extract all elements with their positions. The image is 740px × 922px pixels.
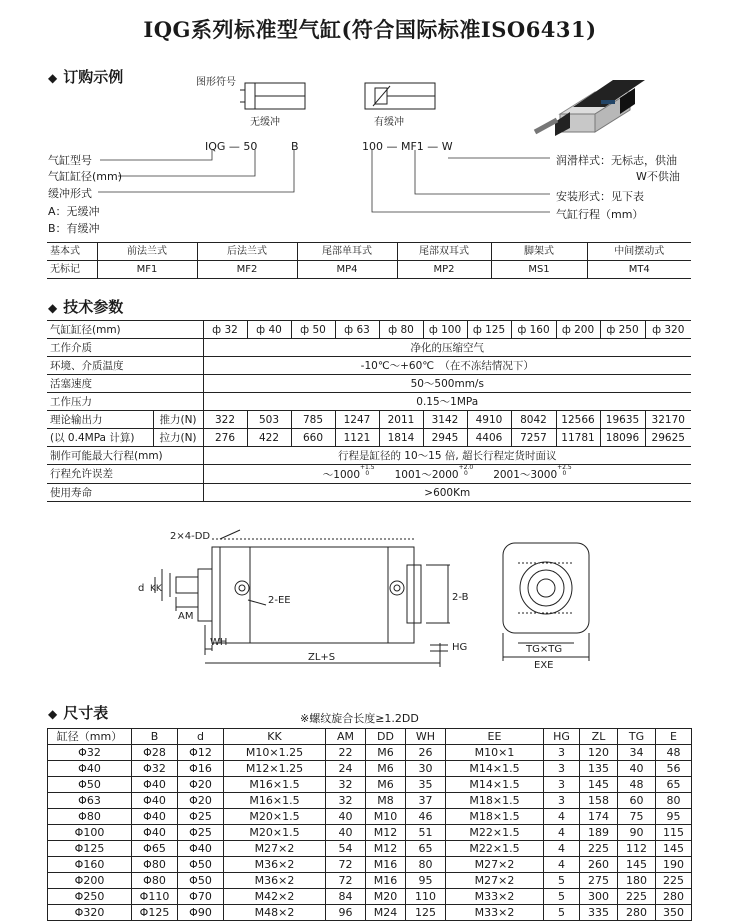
pull-cell: 7257: [511, 429, 556, 447]
dims-cell: 4: [544, 825, 580, 841]
dims-cell: 46: [406, 809, 446, 825]
dims-cell: M8: [366, 793, 406, 809]
dims-cell: 51: [406, 825, 446, 841]
dims-cell: 56: [656, 761, 692, 777]
dims-table: [47, 728, 692, 921]
pull-cell: 18096: [600, 429, 645, 447]
order-code-b: B: [291, 140, 299, 153]
dims-cell: 48: [656, 745, 692, 761]
dims-cell: Φ110: [132, 889, 178, 905]
dims-cell: Φ40: [132, 793, 178, 809]
bore-cell: ф 32: [203, 321, 247, 339]
medium-value: 净化的压缩空气: [203, 339, 691, 357]
dims-header-row: [48, 729, 692, 745]
dims-cell: 190: [656, 857, 692, 873]
dims-cell: Φ320: [48, 905, 132, 921]
dims-cell: Φ40: [132, 777, 178, 793]
dims-cell: 158: [580, 793, 618, 809]
dims-cell: M18×1.5: [446, 793, 544, 809]
medium-label: 工作介质: [47, 339, 203, 357]
bore-label: 气缸缸径(mm): [47, 321, 203, 339]
code-mt4: MT4: [587, 261, 691, 279]
dims-header-cell: ZL: [580, 729, 618, 745]
label-mount: 安装形式：见下表: [556, 190, 644, 203]
tolerance-label: 行程允许误差: [47, 465, 203, 484]
speed-value: 50～500mm/s: [203, 375, 691, 393]
dims-cell: 22: [326, 745, 366, 761]
dims-header-cell: E: [656, 729, 692, 745]
dims-cell: M14×1.5: [446, 777, 544, 793]
pull-cell: 11781: [556, 429, 600, 447]
dims-cell: 5: [544, 889, 580, 905]
dims-cell: Φ20: [178, 777, 224, 793]
mount-table: [47, 242, 691, 279]
label-lube: 润滑样式：无标志，供油: [556, 154, 677, 167]
dims-cell: 75: [618, 809, 656, 825]
dims-cell: M24: [366, 905, 406, 921]
dims-header-cell: WH: [406, 729, 446, 745]
dims-cell: 48: [618, 777, 656, 793]
dims-header-cell: AM: [326, 729, 366, 745]
dims-cell: Φ50: [48, 777, 132, 793]
bore-cell: ф 320: [645, 321, 691, 339]
temp-label: 环境、介质温度: [47, 357, 203, 375]
dims-cell: Φ40: [178, 841, 224, 857]
label-cushion-b: B：有缓冲: [48, 222, 100, 235]
dims-cell: 135: [580, 761, 618, 777]
dims-cell: M36×2: [224, 857, 326, 873]
dims-cell: Φ125: [48, 841, 132, 857]
dims-cell: 80: [656, 793, 692, 809]
table-row: [48, 873, 692, 889]
bore-cell: ф 200: [556, 321, 600, 339]
code-mf1: MF1: [97, 261, 197, 279]
with-cushion-label: 有缓冲: [374, 117, 404, 128]
dims-cell: Φ90: [178, 905, 224, 921]
bore-cell: ф 100: [423, 321, 467, 339]
dims-cell: M33×2: [446, 905, 544, 921]
dims-cell: M16×1.5: [224, 793, 326, 809]
dims-cell: M27×2: [446, 857, 544, 873]
pull-cell: 29625: [645, 429, 691, 447]
tol-2: $1001\sim 2000^{+2.0 0}$: [394, 464, 474, 481]
dims-cell: Φ65: [132, 841, 178, 857]
push-label: 推力(N): [153, 411, 203, 429]
dims-header-cell: B: [132, 729, 178, 745]
tech-row-tolerance: [47, 465, 691, 484]
dims-cell: Φ25: [178, 809, 224, 825]
dims-cell: 32: [326, 793, 366, 809]
dims-cell: Φ40: [132, 809, 178, 825]
dims-cell: 180: [618, 873, 656, 889]
push-cell: 785: [291, 411, 335, 429]
label-bore: 气缸缸径(mm): [48, 170, 123, 183]
dim-dd: 2×4-DD: [170, 531, 211, 542]
pull-cell: 1814: [379, 429, 423, 447]
order-heading: [48, 66, 123, 87]
dims-cell: M12: [366, 841, 406, 857]
pull-cell: 1121: [335, 429, 379, 447]
dims-cell: 72: [326, 873, 366, 889]
dims-cell: 95: [656, 809, 692, 825]
dim-d: d: [138, 583, 145, 594]
table-row: [48, 793, 692, 809]
dims-cell: Φ125: [132, 905, 178, 921]
label-cushion-a: A：无缓冲: [48, 205, 100, 218]
diamond-icon: ◆: [48, 71, 58, 85]
stroke-value: 行程是缸径的 10～15 倍, 超长行程定货时面议: [203, 447, 691, 465]
tech-heading: [48, 296, 123, 317]
dims-header-cell: TG: [618, 729, 656, 745]
dims-cell: 275: [580, 873, 618, 889]
push-cell: 4910: [467, 411, 511, 429]
dims-cell: 40: [618, 761, 656, 777]
label-cushion: 缓冲形式: [48, 187, 92, 200]
tech-row-speed: [47, 375, 691, 393]
tol-3: $2001\sim 3000^{+2.5 0}$: [493, 464, 572, 481]
dims-cell: Φ20: [178, 793, 224, 809]
table-row: [48, 761, 692, 777]
mount-double-clevis: 尾部双耳式: [397, 243, 491, 261]
table-row: [48, 825, 692, 841]
dims-cell: 120: [580, 745, 618, 761]
dims-cell: 280: [656, 889, 692, 905]
tech-row-temp: [47, 357, 691, 375]
dims-cell: M10×1.25: [224, 745, 326, 761]
bore-cell: ф 125: [467, 321, 511, 339]
dim-zl: ZL+S: [308, 652, 336, 663]
dims-header-cell: 缸径（mm）: [48, 729, 132, 745]
dims-cell: 4: [544, 857, 580, 873]
pull-cell: 660: [291, 429, 335, 447]
tech-row-pressure: [47, 393, 691, 411]
diamond-icon: ◆: [48, 707, 58, 721]
dim-am: AM: [178, 611, 194, 622]
dims-cell: 145: [656, 841, 692, 857]
pull-cell: 2945: [423, 429, 467, 447]
dims-header-cell: KK: [224, 729, 326, 745]
mount-trunnion: 中间摆动式: [587, 243, 691, 261]
pull-cell: 276: [203, 429, 247, 447]
dims-cell: Φ250: [48, 889, 132, 905]
dims-heading: [48, 702, 108, 723]
push-cell: 12566: [556, 411, 600, 429]
dims-cell: 110: [406, 889, 446, 905]
tolerance-value: [203, 465, 691, 484]
dims-cell: Φ80: [132, 857, 178, 873]
dims-cell: Φ80: [132, 873, 178, 889]
bore-cell: ф 160: [511, 321, 556, 339]
dims-cell: M20×1.5: [224, 809, 326, 825]
diamond-icon: ◆: [48, 301, 58, 315]
dim-wh: WH: [210, 637, 228, 648]
dims-cell: M27×2: [446, 873, 544, 889]
page-title: IQG系列标准型气缸(符合国际标准ISO6431): [143, 17, 597, 42]
dims-cell: M22×1.5: [446, 825, 544, 841]
dims-cell: 4: [544, 841, 580, 857]
dims-cell: 32: [326, 777, 366, 793]
code-mf2: MF2: [197, 261, 297, 279]
dims-cell: 80: [406, 857, 446, 873]
dims-cell: 24: [326, 761, 366, 777]
dims-cell: Φ12: [178, 745, 224, 761]
dim-b: 2-B: [452, 592, 469, 603]
dims-cell: 40: [326, 809, 366, 825]
dims-cell: 26: [406, 745, 446, 761]
bore-cell: ф 40: [247, 321, 291, 339]
dims-cell: Φ100: [48, 825, 132, 841]
dims-cell: 30: [406, 761, 446, 777]
dims-cell: Φ25: [178, 825, 224, 841]
dims-cell: 40: [326, 825, 366, 841]
force-label: 理论输出力: [47, 411, 153, 429]
dims-cell: Φ70: [178, 889, 224, 905]
dims-cell: Φ50: [178, 857, 224, 873]
pressure-value: 0.15～1MPa: [203, 393, 691, 411]
bore-cell: ф 250: [600, 321, 645, 339]
dims-cell: Φ28: [132, 745, 178, 761]
dims-cell: 90: [618, 825, 656, 841]
speed-label: 活塞速度: [47, 375, 203, 393]
dims-cell: Φ63: [48, 793, 132, 809]
dims-cell: M12: [366, 825, 406, 841]
dims-cell: Φ200: [48, 873, 132, 889]
pressure-label: 工作压力: [47, 393, 203, 411]
label-model: 气缸型号: [48, 154, 92, 167]
dims-cell: 5: [544, 873, 580, 889]
table-row: [48, 841, 692, 857]
dims-cell: 65: [406, 841, 446, 857]
dims-cell: 3: [544, 777, 580, 793]
cylinder-drawing: [130, 525, 610, 675]
push-cell: 322: [203, 411, 247, 429]
dims-cell: 189: [580, 825, 618, 841]
mount-foot: 脚架式: [491, 243, 587, 261]
dims-cell: 335: [580, 905, 618, 921]
dims-cell: Φ16: [178, 761, 224, 777]
symbol-label: 图形符号: [196, 77, 236, 88]
dims-cell: M33×2: [446, 889, 544, 905]
dim-ee: 2-EE: [268, 595, 291, 606]
force-label-2: (以 0.4MPa 计算): [47, 429, 153, 447]
mount-rear-flange: 后法兰式: [197, 243, 297, 261]
dims-cell: 225: [656, 873, 692, 889]
dims-cell: 34: [618, 745, 656, 761]
dims-cell: M42×2: [224, 889, 326, 905]
pull-cell: 4406: [467, 429, 511, 447]
dims-cell: M22×1.5: [446, 841, 544, 857]
tech-heading-text: 技术参数: [63, 298, 124, 316]
dims-cell: 72: [326, 857, 366, 873]
table-row: [48, 777, 692, 793]
no-cushion-label: 无缓冲: [250, 117, 280, 128]
dims-header-cell: HG: [544, 729, 580, 745]
dims-cell: M12×1.25: [224, 761, 326, 777]
dims-cell: 112: [618, 841, 656, 857]
code-ms1: MS1: [491, 261, 587, 279]
dims-cell: 65: [656, 777, 692, 793]
dims-cell: 260: [580, 857, 618, 873]
table-row: [48, 905, 692, 921]
dims-cell: 3: [544, 745, 580, 761]
tech-row-stroke: [47, 447, 691, 465]
table-row: [48, 889, 692, 905]
dims-cell: M36×2: [224, 873, 326, 889]
dims-cell: 225: [580, 841, 618, 857]
code-mp4: MP4: [297, 261, 397, 279]
dim-exe: EXE: [534, 660, 554, 671]
dims-note: ※螺纹旋合长度≥1.2DD: [300, 712, 419, 725]
dims-cell: M10×1: [446, 745, 544, 761]
life-value: >600Km: [203, 484, 691, 502]
order-code-left: IQG — 50: [205, 140, 258, 153]
dims-cell: Φ50: [178, 873, 224, 889]
label-stroke: 气缸行程（mm）: [556, 208, 644, 221]
dims-cell: 84: [326, 889, 366, 905]
dims-cell: M27×2: [224, 841, 326, 857]
tech-table: [47, 320, 691, 502]
tech-row-life: [47, 484, 691, 502]
dim-hg: HG: [452, 642, 468, 653]
dims-cell: M16×1.5: [224, 777, 326, 793]
dims-cell: M6: [366, 761, 406, 777]
dims-cell: 37: [406, 793, 446, 809]
dims-header-cell: EE: [446, 729, 544, 745]
dims-cell: Φ160: [48, 857, 132, 873]
push-cell: 19635: [600, 411, 645, 429]
dims-cell: 115: [656, 825, 692, 841]
mount-row-names: [47, 243, 691, 261]
dim-tg: TG×TG: [526, 644, 563, 655]
dims-cell: 96: [326, 905, 366, 921]
dims-cell: 35: [406, 777, 446, 793]
dims-cell: 350: [656, 905, 692, 921]
tech-row-push: [47, 411, 691, 429]
dims-cell: M20: [366, 889, 406, 905]
dims-cell: 225: [618, 889, 656, 905]
dims-cell: M48×2: [224, 905, 326, 921]
tech-row-pull: [47, 429, 691, 447]
push-cell: 32170: [645, 411, 691, 429]
life-label: 使用寿命: [47, 484, 203, 502]
dims-cell: M16: [366, 873, 406, 889]
dims-cell: 3: [544, 761, 580, 777]
table-row: [48, 857, 692, 873]
dim-kk: KK: [150, 584, 162, 594]
stroke-label: 制作可能最大行程(mm): [47, 447, 203, 465]
end-view: [503, 543, 589, 633]
mount-row-codes: [47, 261, 691, 279]
mount-front-flange: 前法兰式: [97, 243, 197, 261]
tech-row-bore: [47, 321, 691, 339]
push-cell: 2011: [379, 411, 423, 429]
pull-label: 拉力(N): [153, 429, 203, 447]
code-basic: 无标记: [47, 261, 97, 279]
order-code-right: 100 — MF1 — W: [362, 140, 453, 153]
bore-cell: ф 80: [379, 321, 423, 339]
dims-cell: 145: [580, 777, 618, 793]
bore-cell: ф 63: [335, 321, 379, 339]
dims-cell: M16: [366, 857, 406, 873]
bore-cell: ф 50: [291, 321, 335, 339]
no-cushion-symbol: [240, 83, 305, 109]
dims-cell: 3: [544, 793, 580, 809]
with-cushion-symbol: [365, 83, 435, 109]
table-row: [48, 809, 692, 825]
code-mp2: MP2: [397, 261, 491, 279]
dims-cell: 5: [544, 905, 580, 921]
dims-header-cell: DD: [366, 729, 406, 745]
dims-cell: Φ80: [48, 809, 132, 825]
dims-cell: 4: [544, 809, 580, 825]
dims-cell: 174: [580, 809, 618, 825]
dims-cell: M6: [366, 777, 406, 793]
dims-cell: M10: [366, 809, 406, 825]
dims-cell: M20×1.5: [224, 825, 326, 841]
dims-cell: 54: [326, 841, 366, 857]
tech-row-medium: [47, 339, 691, 357]
push-cell: 8042: [511, 411, 556, 429]
dims-header-cell: d: [178, 729, 224, 745]
dims-cell: 125: [406, 905, 446, 921]
order-heading-text: 订购示例: [63, 68, 124, 86]
mount-single-clevis: 尾部单耳式: [297, 243, 397, 261]
dims-cell: 300: [580, 889, 618, 905]
dims-heading-text: 尺寸表: [63, 704, 109, 722]
dims-cell: Φ40: [132, 825, 178, 841]
table-row: [48, 745, 692, 761]
tol-1: $\sim 1000^{+1.5 0}$: [322, 464, 375, 481]
dims-cell: Φ32: [48, 745, 132, 761]
dims-cell: 280: [618, 905, 656, 921]
label-no-oil: W不供油: [636, 170, 680, 183]
push-cell: 3142: [423, 411, 467, 429]
pull-cell: 422: [247, 429, 291, 447]
push-cell: 503: [247, 411, 291, 429]
dims-cell: 60: [618, 793, 656, 809]
dims-cell: 145: [618, 857, 656, 873]
dims-cell: Φ32: [132, 761, 178, 777]
dims-cell: M14×1.5: [446, 761, 544, 777]
dims-cell: M18×1.5: [446, 809, 544, 825]
cylinder-photo: [515, 62, 665, 140]
mount-basic: 基本式: [47, 243, 97, 261]
dims-cell: Φ40: [48, 761, 132, 777]
push-cell: 1247: [335, 411, 379, 429]
dims-cell: 95: [406, 873, 446, 889]
dims-cell: M6: [366, 745, 406, 761]
temp-value: -10℃～+60℃ （在不冻结情况下）: [203, 357, 691, 375]
